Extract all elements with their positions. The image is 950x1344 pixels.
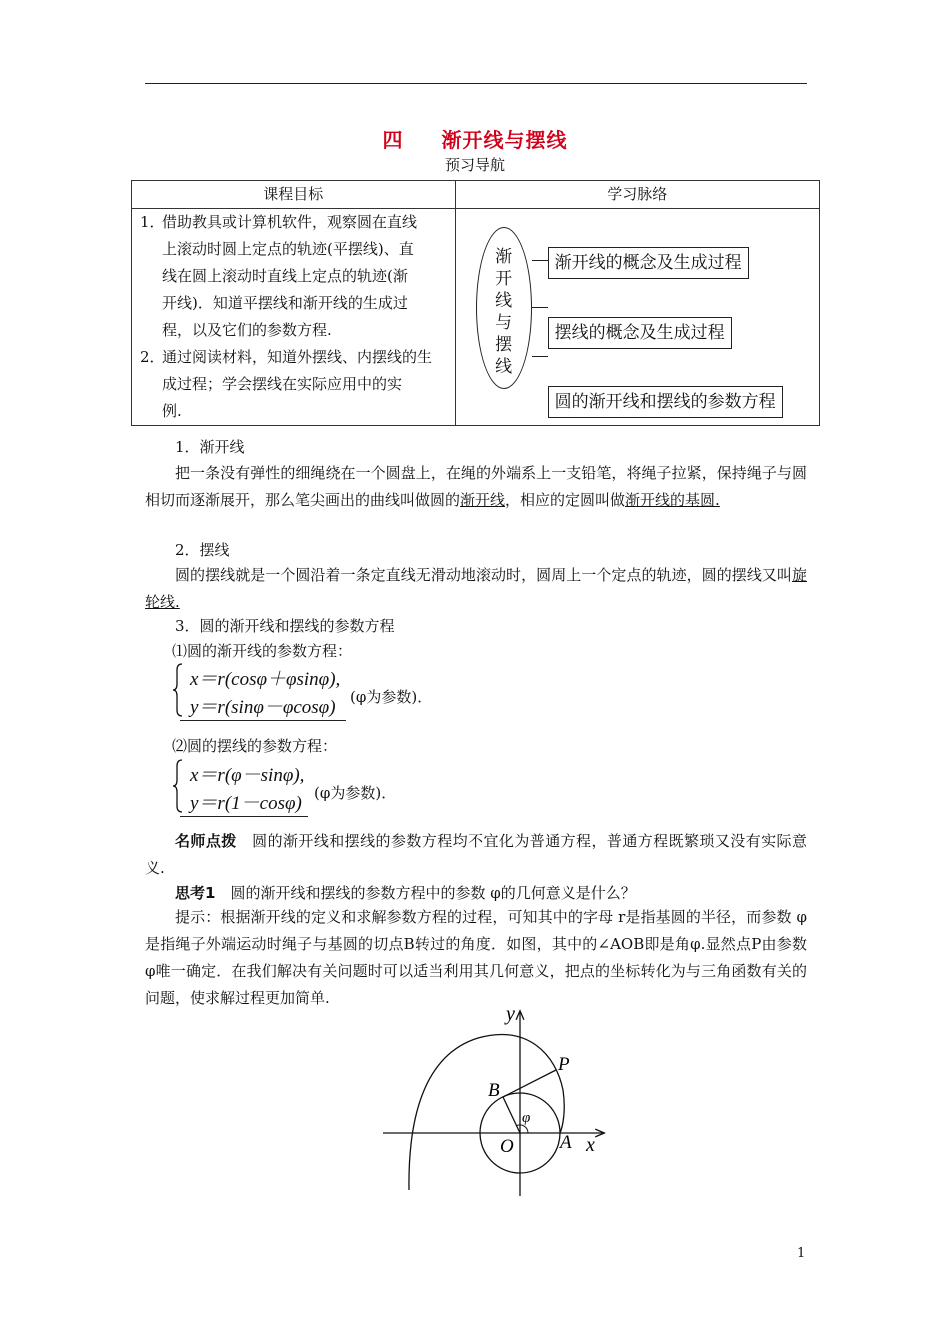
tip-label: 名师点拨 <box>175 832 237 850</box>
goals-cell <box>132 209 456 426</box>
hint-paragraph: 提示：根据渐开线的定义和求解参数方程的过程，可知其中的字母 r是指基圆的半径，而参数 φ是指绳子外端运动时绳子与基圆的切点B转过的角度．如图，其中的∠AOB即是角φ.显然点P由参数 φ唯一确定．在我们解决有关问题时可以适当利用其几何意义，把点的坐标转化为与三角函数有关的问题，使求解过程更加简单. <box>145 908 807 1007</box>
equation-underline <box>180 816 308 817</box>
mindmap-branch-equations: 圆的渐开线和摆线的参数方程 <box>548 386 783 418</box>
term-base-circle: 渐开线的基圆. <box>625 491 720 509</box>
involute-figure <box>378 1000 618 1200</box>
header-learning-map: 学习脉络 <box>455 181 819 209</box>
subtitle: 预习导航 <box>444 156 505 174</box>
equation-note: (φ为参数)． <box>350 688 433 706</box>
think-label: 思考1 <box>175 884 216 902</box>
label-y: y <box>506 1003 515 1025</box>
equation-underline <box>180 720 346 721</box>
tip-paragraph: 名师点拨 圆的渐开线和摆线的参数方程均不宜化为普通方程，普通方程既繁琐又没有实际意义. <box>145 832 807 877</box>
goal-item: 1．借助教具或计算机软件，观察圆在直线 上滚动时圆上定点的轨迹(平摆线)、直 线在圆上滚动时直线上定点的轨迹(渐 开线)．知道平摆线和渐开线的生成过 程，以及它们的参数方程. <box>140 213 418 339</box>
label-A: A <box>560 1132 572 1153</box>
equation-note: (φ为参数)． <box>314 784 397 802</box>
page-number: 1 <box>797 1246 806 1261</box>
term-involute: 渐开线 <box>460 491 506 509</box>
title-number: 四 <box>382 128 404 152</box>
tangent-BP <box>503 1070 556 1097</box>
brace-icon <box>172 662 184 718</box>
goal-item: 2．通过阅读材料，知道外摆线、内摆线的生 成过程；学会摆线在实际应用中的实 例. <box>140 348 433 420</box>
label-P: P <box>558 1054 570 1075</box>
connector-line <box>532 356 548 357</box>
section-2-text: 圆的摆线就是一个圆沿着一条定直线无滑动地滚动时，圆周上一个定点的轨迹，圆的摆线又叫旋轮线. <box>145 566 807 611</box>
label-B: B <box>488 1080 500 1101</box>
header-rule <box>145 83 807 84</box>
mindmap-branch-involute: 渐开线的概念及生成过程 <box>548 247 749 279</box>
section-1-heading: 1．渐开线 <box>175 438 245 456</box>
brace-icon <box>172 758 184 814</box>
section-3-sub2: ⑵圆的摆线的参数方程： <box>172 737 338 755</box>
term-trochoid: 旋轮线. <box>145 566 807 611</box>
connector-line <box>532 260 548 261</box>
section-1-text: 把一条没有弹性的细绳绕在一个圆盘上，在绳的外端系上一支铅笔，将绳子拉紧，保持绳子与圆相切而逐渐展开，那么笔尖画出的曲线叫做圆的渐开线，相应的定圆叫做渐开线的基圆. <box>145 464 807 509</box>
page-title <box>0 124 950 153</box>
radius-OB <box>503 1097 520 1133</box>
title-text: 渐开线与摆线 <box>441 128 568 152</box>
think-paragraph: 思考1 圆的渐开线和摆线的参数方程中的参数 φ的几何意义是什么？ <box>175 884 636 902</box>
goals-table <box>131 180 820 426</box>
mindmap-center: 渐 开 线 与 摆 线 <box>476 227 532 389</box>
mindmap-branch-cycloid: 摆线的概念及生成过程 <box>548 317 732 349</box>
label-x: x <box>586 1134 595 1156</box>
connector-line <box>532 307 548 308</box>
section-3-heading: 3．圆的渐开线和摆线的参数方程 <box>175 617 395 635</box>
header-course-goals: 课程目标 <box>132 181 456 209</box>
label-phi: φ <box>522 1110 531 1126</box>
label-O: O <box>500 1136 514 1157</box>
section-2-heading: 2．摆线 <box>175 541 230 559</box>
mindmap-cell <box>455 209 819 426</box>
section-3-sub1: ⑴圆的渐开线的参数方程： <box>172 642 353 660</box>
